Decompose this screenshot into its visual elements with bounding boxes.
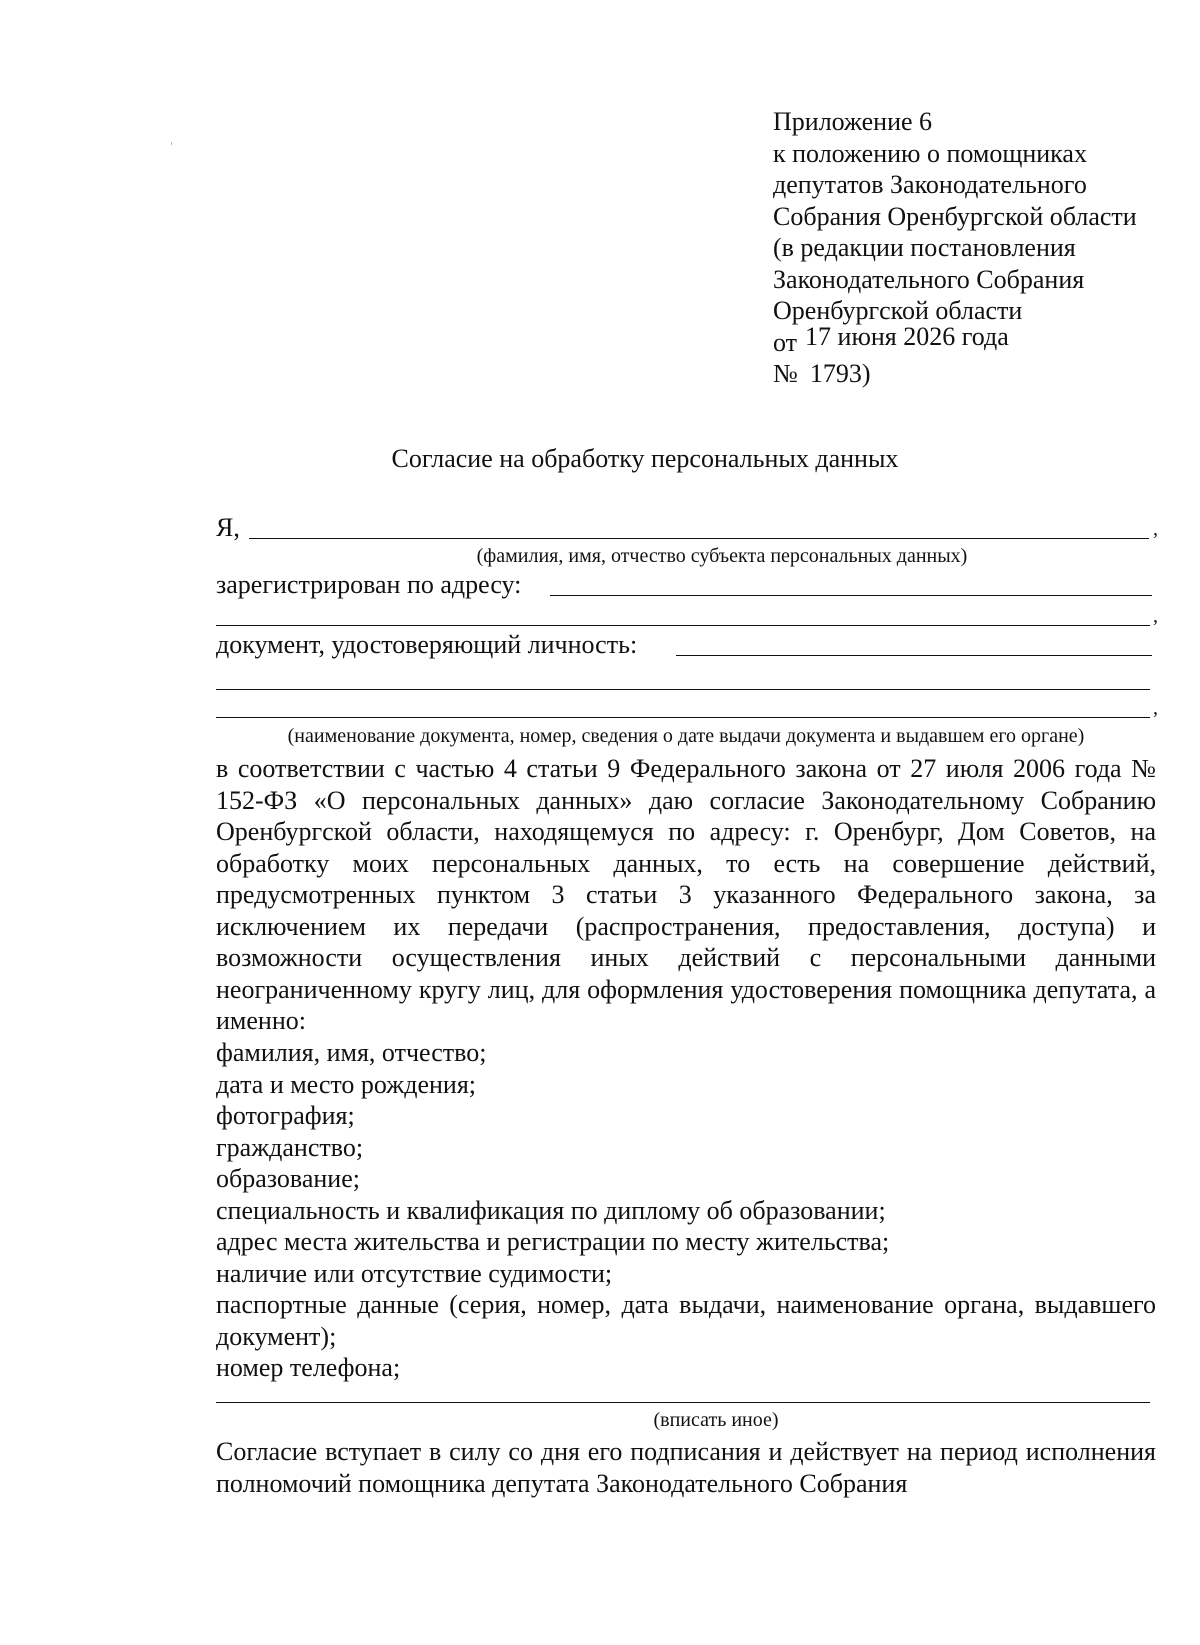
- address-field-line-2[interactable]: [216, 625, 1150, 626]
- other-caption: (вписать иное): [653, 1409, 779, 1431]
- address-label: зарегистрирован по адресу:: [216, 570, 522, 599]
- document-row: [216, 628, 1156, 660]
- i-label: Я,: [216, 513, 240, 542]
- document-label: документ, удостоверяющий личность:: [216, 630, 638, 659]
- list-item: дата и место рождения;: [216, 1069, 477, 1099]
- address-field-line[interactable]: [550, 595, 1152, 596]
- address-row: [216, 568, 1156, 600]
- document-row-3: [216, 690, 1156, 722]
- list-item: образование;: [216, 1164, 360, 1193]
- comma: ,: [1153, 605, 1158, 627]
- document-caption: (наименование документа, номер, сведения о дате выдачи документа и выдавшем его органе): [287, 725, 1085, 747]
- list-item: паспортные данные (серия, номер, дата выдачи, наименование органа, выдавшего документ);: [216, 1290, 1156, 1351]
- appendix-line: к положению о помощниках: [773, 138, 1087, 168]
- list-item: гражданство;: [216, 1132, 364, 1162]
- number-value: 1793): [809, 359, 871, 388]
- appendix-line: депутатов Законодательного: [773, 170, 1087, 199]
- date-value: 17 июня 2026 года: [805, 321, 1009, 351]
- document-title: Согласие на обработку персональных данных: [391, 444, 899, 473]
- comma: ,: [1153, 697, 1158, 719]
- closing-paragraph: Согласие вступает в силу со дня его подписания и действует на период исполнения полномочий помощника депутата Законодательного Собрания: [216, 1437, 1156, 1498]
- list-item: фотография;: [216, 1101, 355, 1130]
- address-row-2: [216, 598, 1156, 630]
- appendix-line: Законодательного Собрания: [773, 264, 1085, 294]
- resolution-number: [773, 358, 1183, 390]
- list-item: адрес места жительства и регистрации по месту жительства;: [216, 1227, 890, 1256]
- list-item: фамилия, имя, отчество;: [216, 1038, 487, 1067]
- margin-mark: [171, 142, 172, 145]
- name-field-line[interactable]: [249, 538, 1149, 539]
- consent-paragraph: в соответствии с частью 4 статьи 9 Федерального закона от 27 июля 2006 года № 152-ФЗ «О персональных данных» даю согласие Законодательному Собранию Оренбургской области, находящемуся по адресу: г. Оренбург, Дом Советов, на обработку моих персональных данных, то есть на совершение действий, предусмотренных пунктом 3 статьи 3 указанного Федерального закона, за исключением их передачи (распространения, предоставления, доступа) и возможности осуществления иных действий с персональными данными неограниченному кругу лиц, для оформления удостоверения помощника депутата, а именно:: [216, 754, 1156, 1035]
- comma: ,: [1153, 518, 1158, 540]
- document-field-line-3[interactable]: [216, 717, 1150, 718]
- appendix-line: Приложение 6: [773, 107, 933, 136]
- appendix-block: [773, 106, 1183, 390]
- appendix-line: Собрания Оренбургской области: [773, 201, 1137, 231]
- number-prefix: №: [773, 359, 798, 388]
- name-row: [216, 511, 1156, 543]
- name-caption: (фамилия, имя, отчество субъекта персональных данных): [476, 545, 968, 567]
- resolution-date: [773, 321, 1183, 357]
- list-item: номер телефона;: [216, 1353, 401, 1382]
- date-prefix: от: [773, 327, 798, 357]
- document-field-line[interactable]: [676, 655, 1152, 656]
- appendix-line: (в редакции постановления: [773, 233, 1076, 262]
- personal-data-list: [216, 1037, 1156, 1384]
- appendix-line: Оренбургской области: [773, 296, 1023, 325]
- list-item: специальность и квалификация по диплому об образовании;: [216, 1195, 886, 1225]
- list-item: наличие или отсутствие судимости;: [216, 1258, 613, 1288]
- other-field-line[interactable]: [216, 1402, 1150, 1403]
